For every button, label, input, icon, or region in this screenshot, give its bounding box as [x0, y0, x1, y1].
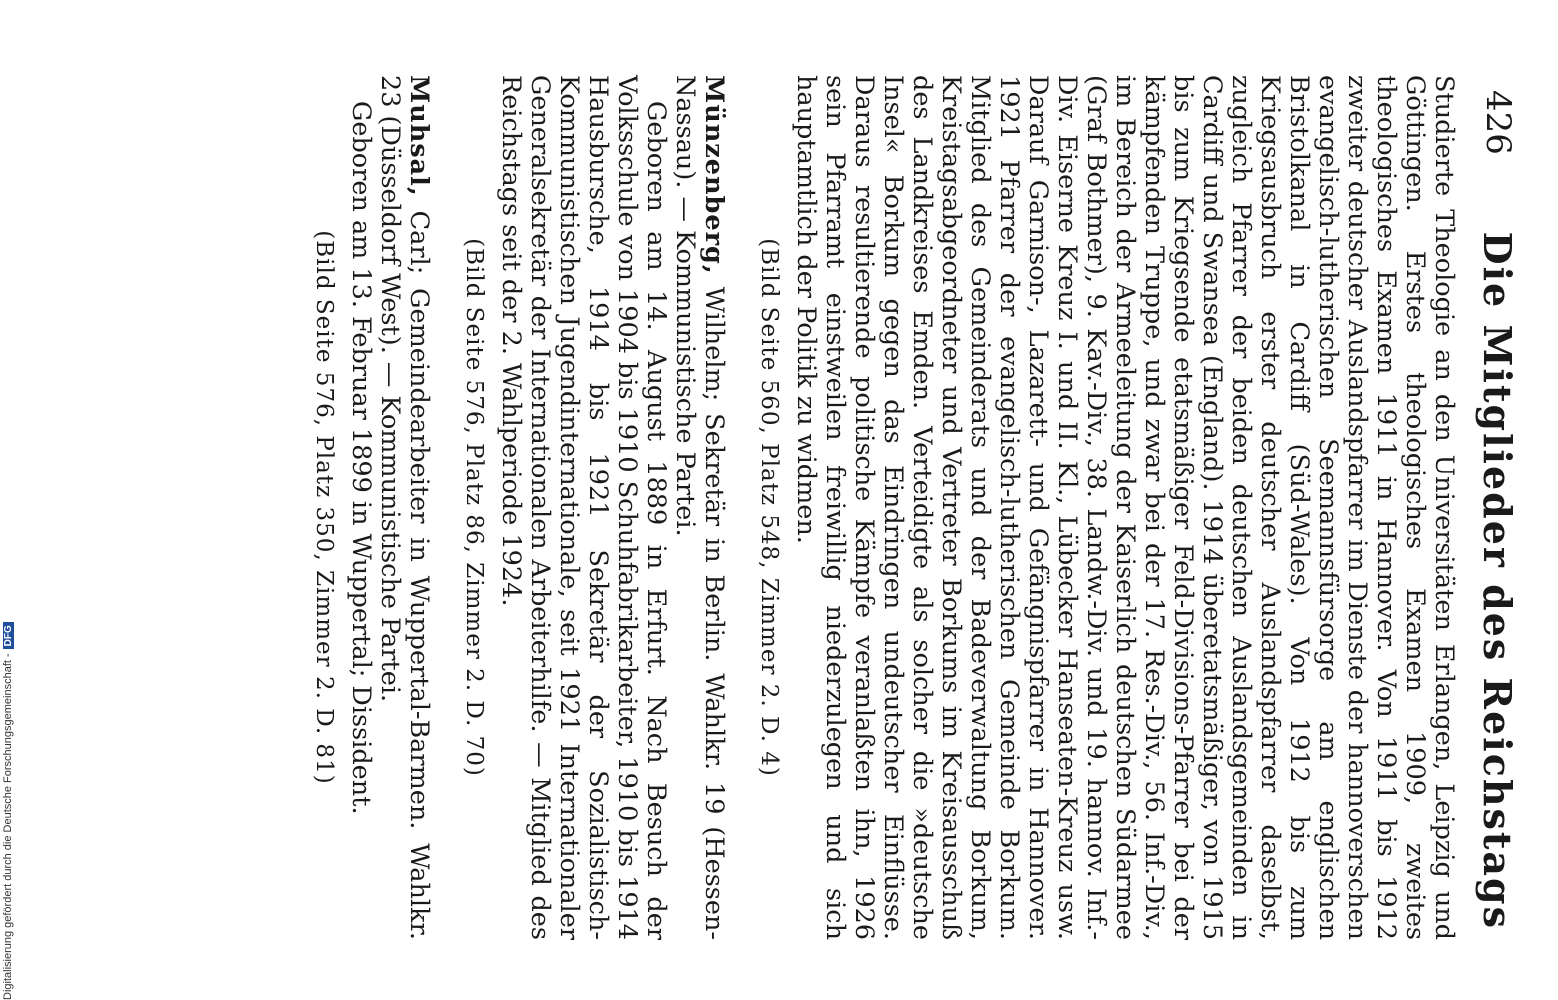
running-title: Die Mitglieder des Reichstags [1475, 231, 1520, 930]
dfg-logo: DFG [3, 622, 14, 649]
picture-reference: (Bild Seite 576, Platz 350, Zimmer 2. D. 81) [311, 230, 337, 785]
picture-reference: (Bild Seite 560, Platz 548, Zimmer 2. D. 4) [756, 238, 782, 777]
biography-entry-muhsal [309, 75, 433, 940]
page-header [1468, 60, 1528, 940]
entry-paragraph: Studierte Theologie an den Universitäten Erlangen, Leipzig und Göttingen. Erstes theologisches Examen 1909, zweites theologisches Examen 1911 in Hannover. Von 1911 bis 1912 zweiter deutscher Auslandspfarrer im Dienste der hannoverschen evangelisch-lutherischen Seemannsfürsorge am englischen Bristolkanal in Cardiff (Süd-Wales). Von 1912 bis zum Kriegsausbruch erster deutscher Auslandspfarrer daselbst, zugleich Pfarrer der beiden deutschen Auslandsgemeinden in Cardiff und Swansea (England). 1914 überetatsmäßiger, von 1915 bis zum Kriegsende etatsmäßiger Feld-Divisions-Pfarrer bei der kämpfenden Truppe, und zwar bei der 17. Res.-Div., 56. Inf.-Div., im Bereich der Armeeleitung der Kaiserlich deutschen Südarmee (Graf Bothmer), 9. Kav.-Div., 38. Landw.-Div. und 19. hannov. Inf.-Div. Eiserne Kreuz I. und II. Kl., Lübecker Hanseaten-Kreuz usw. Darauf Garnison-, Lazarett- und Gefängnispfarrer in Hannover. 1921 Pfarrer der evangelisch-lutherischen Gemeinde Borkum. Mitglied des Gemeinderats und der Badeverwaltung Borkum, Kreistagsabgeordneter und Vertreter Borkums im Kreisausschuß des Landkreises Emden. Verteidigte als solcher die »deutsche Insel« Borkum gegen das Eindringen undeutscher Einflüsse. Daraus resultierende politische Kämpfe veranlaßten ihn, 1926 sein Pfarramt einstweilen freiwillig niederzulegen und sich hauptamtlich der Politik zu widmen. [791, 75, 1459, 940]
member-name: Münzenberg, [699, 75, 729, 275]
entry-paragraph: Geboren am 13. Februar 1899 in Wuppertal; Dissident. [346, 101, 376, 815]
member-summary: Carl; Gemeindearbeiter in Wuppertal-Barmen. Wahlkr. 23 (Düsseldorf West). — Kommunistische Partei. [375, 75, 434, 940]
entry-paragraph: Geboren am 14. August 1889 in Erfurt. Nach Besuch der Volksschule von 1904 bis 1910 Schuhfabrikarbeiter, 1910 bis 1914 Hausbursche, 1914 bis 1921 Sekretär der Sozialistisch-Kommunistischen Jugendinternationale, seit 1921 Internationaler Generalsekretär der Internationalen Arbeiterhilfe. — Mitglied des Reichstags seit der 2. Wahlperiode 1924. [496, 75, 671, 940]
member-name: Muhsal, [404, 75, 434, 197]
member-summary: Wilhelm; Sekretär in Berlin. Wahlkr. 19 (Hessen-Nassau). — Kommunistische Partei. [670, 75, 729, 940]
picture-reference: (Bild Seite 576, Platz 86, Zimmer 2. D. 70) [461, 238, 487, 777]
credit-text: Digitalisierung gefördert durch die Deutsche Forschungsgemeinschaft - [2, 653, 14, 1000]
digitization-credit [2, 0, 14, 1000]
biography-entry-continued [754, 75, 1458, 940]
page-number: 426 [1478, 90, 1518, 155]
biography-column [283, 75, 1458, 940]
biography-entry-muenzenberg [459, 75, 728, 940]
